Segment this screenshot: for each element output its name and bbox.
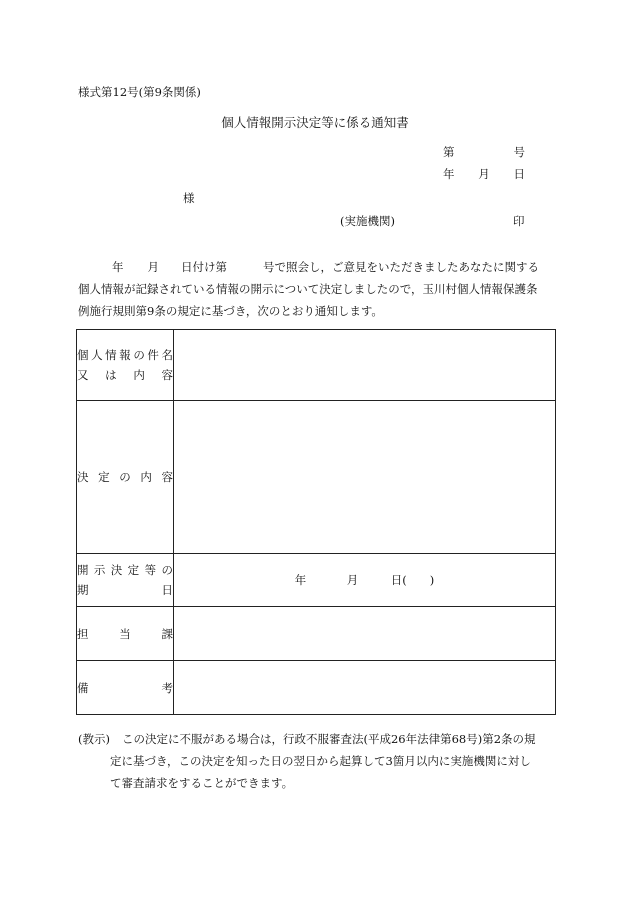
agency-label: (実施機関): [340, 214, 395, 228]
table-row: [77, 401, 556, 554]
body-dated: 日付け第: [181, 260, 227, 274]
notice-table: [76, 329, 556, 715]
label-char: 決: [77, 470, 89, 484]
document-number: [443, 147, 525, 159]
label-char: 又: [77, 368, 89, 382]
label-char: 等: [144, 563, 157, 577]
label-line: [77, 365, 173, 385]
label-line: [77, 580, 173, 600]
label-char: 報: [119, 348, 131, 362]
label-char: 考: [161, 680, 173, 695]
notice-line-2: 定に基づき，この決定を知った日の翌日から起算して3箇月以内に実施機関に対し: [110, 754, 531, 768]
period-year: 年: [294, 573, 307, 587]
label-char: 名: [161, 348, 173, 362]
label-char: 件: [147, 348, 159, 362]
label-disclosure-date: [77, 554, 174, 607]
label-char: 当: [119, 626, 131, 641]
addressee-suffix: 様: [183, 191, 195, 205]
value-decision[interactable]: [174, 401, 556, 554]
notice-line-3: て審査請求をすることができます。: [110, 776, 294, 790]
label-record-name: [77, 330, 174, 401]
body-line-3: 例施行規則第9条の規定に基づき，次のとおり通知します。: [78, 304, 383, 318]
label-char: 容: [161, 368, 173, 382]
table-row: [77, 661, 556, 715]
label-char: 定: [98, 470, 110, 484]
disclosure-date-fields: [174, 572, 555, 588]
table-row: [77, 554, 556, 607]
appeal-notice: [78, 728, 558, 794]
table-row: [77, 607, 556, 661]
issue-date: [443, 169, 525, 181]
date-year: 年: [443, 167, 455, 181]
label-char: 期: [77, 583, 89, 597]
body-rest: 号で照会し，ご意見をいただきましたあなたに関する: [263, 260, 539, 274]
value-record-name[interactable]: [174, 330, 556, 401]
body-line-1: [78, 256, 556, 278]
period-day: 日( ): [390, 573, 435, 587]
label-char: 内: [133, 368, 145, 382]
body-month: 月: [147, 260, 159, 274]
body-line-2: 個人情報が記録されている情報の開示について決定しましたので，玉川村個人情報保護条: [78, 282, 538, 296]
label-char: 人: [91, 348, 103, 362]
label-char: 個: [77, 348, 89, 362]
label-line: [77, 345, 173, 365]
label-char: 決: [110, 563, 123, 577]
label-char: 担: [77, 626, 89, 641]
label-char: の: [133, 348, 145, 362]
label-char: 情: [105, 348, 117, 362]
label-char: 備: [77, 680, 89, 695]
body-year: 年: [112, 260, 124, 274]
doc-number-prefix: 第: [443, 145, 455, 159]
label-line: [77, 560, 173, 580]
label-decision: [77, 401, 174, 554]
label-char: 開: [77, 563, 89, 577]
seal-mark: 印: [513, 214, 525, 228]
label-char: の: [119, 470, 131, 484]
doc-number-suffix: 号: [513, 145, 525, 159]
document-title: 個人情報開示決定等に係る通知書: [221, 115, 409, 130]
label-line: [77, 467, 173, 487]
notice-line-1: [78, 728, 558, 750]
label-char: 内: [140, 470, 152, 484]
label-line: [77, 624, 173, 644]
body-paragraph: [78, 256, 556, 322]
form-number: 様式第12号(第9条関係): [78, 85, 201, 99]
label-char: 定: [127, 563, 140, 577]
label-char: 示: [93, 563, 106, 577]
value-department[interactable]: [174, 607, 556, 661]
label-char: は: [105, 368, 117, 382]
notice-text-1: この決定に不服がある場合は，行政不服審査法(平成26年法律第68号)第2条の規: [122, 732, 536, 746]
notice-lead: (教示): [78, 732, 110, 746]
label-char: 日: [161, 583, 173, 597]
label-line: [77, 678, 173, 698]
label-remarks: [77, 661, 174, 715]
value-remarks[interactable]: [174, 661, 556, 715]
period-month: 月: [346, 573, 359, 587]
value-disclosure-date[interactable]: [174, 554, 556, 607]
label-char: の: [161, 563, 173, 577]
label-char: 容: [161, 470, 173, 484]
date-day: 日: [513, 167, 525, 181]
date-month: 月: [478, 167, 490, 181]
label-char: 課: [161, 626, 173, 641]
label-department: [77, 607, 174, 661]
table-row: [77, 330, 556, 401]
